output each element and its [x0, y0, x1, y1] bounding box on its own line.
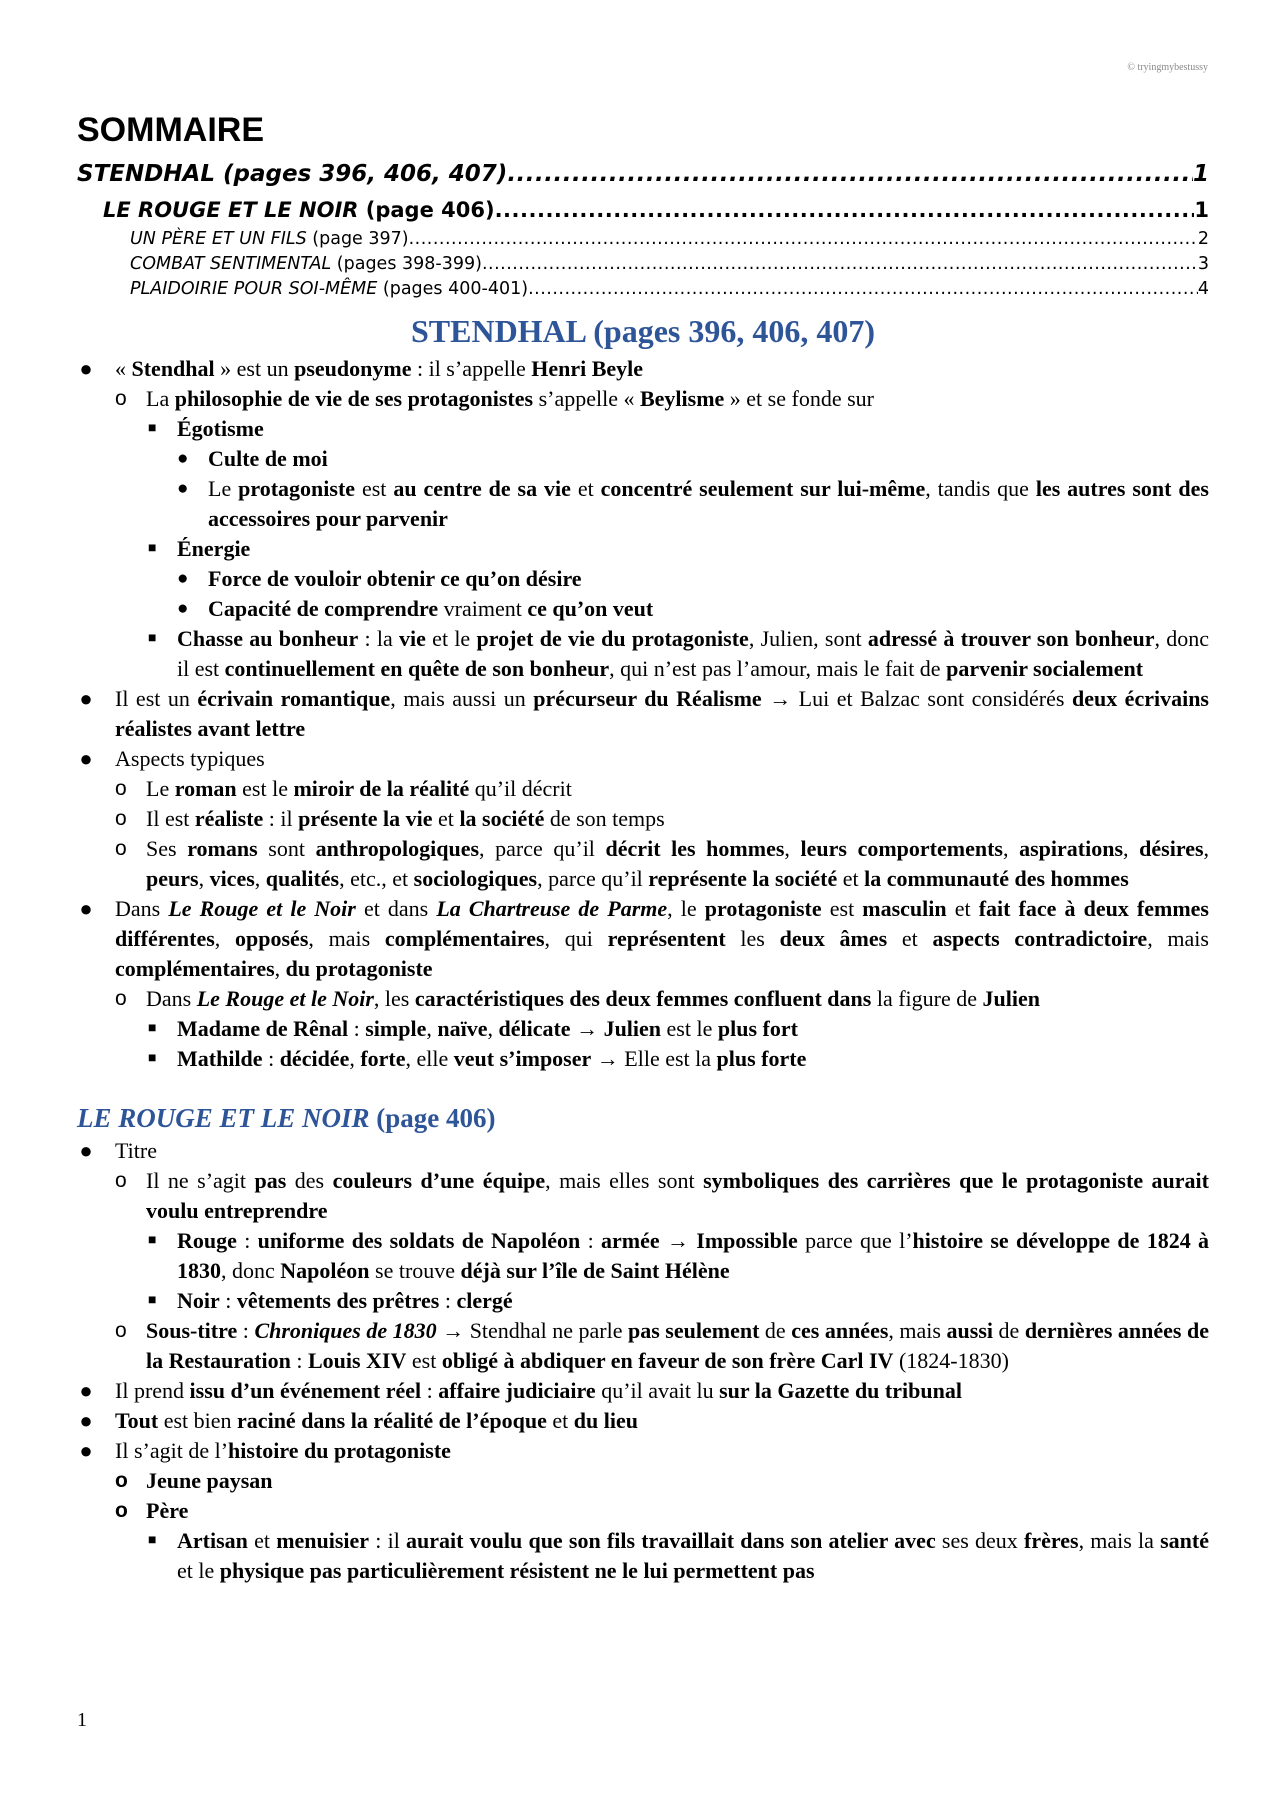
text-run: qualités: [265, 866, 340, 891]
text-run: Il ne s’agit: [146, 1168, 255, 1193]
text-run: → Stendhal ne parle: [436, 1318, 628, 1343]
text-run: :: [236, 1228, 258, 1253]
text-run: vraiment: [438, 596, 528, 621]
text-run: Il est un: [115, 686, 198, 711]
text-run: présente la vie: [298, 806, 433, 831]
text-run: écrivain romantique: [197, 686, 391, 711]
text-run: Sous-titre: [146, 1318, 238, 1343]
text-run: aussi: [946, 1318, 993, 1343]
text-run: Il est: [146, 806, 195, 831]
bullet-marker: o: [115, 1469, 128, 1492]
table-of-contents: [77, 108, 1209, 302]
list-item: [115, 984, 1209, 1074]
text-run: →: [659, 1228, 697, 1253]
list-item: [146, 1044, 1209, 1074]
text-run: » et se fonde sur: [724, 386, 874, 411]
text-run: frères: [1024, 1528, 1079, 1553]
text-run: ,: [254, 866, 266, 891]
text-run: vices: [209, 866, 255, 891]
list-item: [77, 1136, 1209, 1376]
list-item: [77, 1406, 1209, 1436]
text-run: ,: [214, 926, 236, 951]
text-run: Tout: [115, 1408, 159, 1433]
text-run: , mais elles sont: [545, 1168, 704, 1193]
list-item: [177, 564, 1209, 594]
text-run: délicate: [498, 1016, 571, 1041]
text-run: Il s’agit de l’: [115, 1438, 229, 1463]
text-run: précurseur du Réalisme: [533, 686, 762, 711]
text-run: masculin: [862, 896, 947, 921]
text-run: concentré seulement sur lui-même: [600, 476, 926, 501]
text-run: décidée: [279, 1046, 350, 1071]
list-item: [146, 414, 1209, 534]
text-run: des: [286, 1168, 333, 1193]
text-run: et: [570, 476, 601, 501]
text-run: est: [821, 896, 863, 921]
text-run: , tandis que: [925, 476, 1036, 501]
text-run: déjà sur l’île de Saint Hélène: [460, 1258, 730, 1283]
text-run: Dans: [146, 986, 197, 1011]
bullet-marker: ■: [148, 421, 157, 436]
list-item: [146, 1526, 1209, 1586]
text-run: et dans: [355, 896, 437, 921]
toc-dot-leader: [507, 156, 1193, 193]
bullet-marker: o: [115, 807, 127, 830]
text-run: aspects contradictoire: [932, 926, 1148, 951]
text-run: Henri Beyle: [531, 356, 644, 381]
text-run: se trouve: [369, 1258, 461, 1283]
list-item: [115, 804, 1209, 834]
text-run: menuisier: [276, 1528, 370, 1553]
text-run: Julien: [982, 986, 1040, 1011]
text-run: santé: [1160, 1528, 1209, 1553]
text-run: protagoniste: [238, 476, 356, 501]
text-run: et le: [177, 1558, 220, 1583]
list-item: [177, 594, 1209, 624]
text-run: :: [237, 1318, 255, 1343]
text-run: Stendhal: [131, 356, 215, 381]
text-run: , etc., et: [339, 866, 414, 891]
bullet-marker: ●: [177, 448, 189, 469]
text-run: raciné dans la réalité de l’époque: [237, 1408, 547, 1433]
bullet-marker: ●: [79, 686, 93, 711]
bullet-marker: ●: [79, 1138, 93, 1163]
text-run: ,: [274, 956, 286, 981]
text-run: plus forte: [716, 1046, 807, 1071]
text-run: ses deux: [935, 1528, 1024, 1553]
text-run: est: [355, 476, 394, 501]
text-run: , parce qu’il: [479, 836, 606, 861]
text-run: :: [421, 1378, 439, 1403]
text-run: de: [993, 1318, 1025, 1343]
text-run: , le: [667, 896, 705, 921]
toc-entry-combat[interactable]: [77, 252, 1209, 277]
text-run: opposés: [235, 926, 309, 951]
text-run: , elle: [405, 1046, 454, 1071]
text-run: ,: [1203, 836, 1210, 861]
toc-entry-page: 4: [1197, 279, 1209, 299]
text-run: » est un: [214, 356, 295, 381]
text-run: Égotisme: [177, 416, 264, 441]
text-run: , donc: [221, 1258, 281, 1283]
text-run: parce que l’: [797, 1228, 913, 1253]
text-run: Beylisme: [639, 386, 725, 411]
list-item: [177, 474, 1209, 534]
text-run: ,: [784, 836, 801, 861]
text-run: dernières années de la Restauration: [146, 1318, 1209, 1373]
list-item: [115, 1166, 1209, 1316]
toc-entry-title: PLAIDOIRIE POUR SOI-MÊME (pages 400-401): [130, 279, 529, 299]
toc-entry-page: 2: [1197, 229, 1209, 249]
text-run: ,: [349, 1046, 361, 1071]
bullet-marker: o: [115, 1319, 127, 1342]
text-run: , mais: [308, 926, 385, 951]
bullet-marker: ■: [148, 631, 157, 646]
text-run: s’appelle «: [533, 386, 640, 411]
toc-dot-leader: [482, 252, 1198, 277]
text-run: :: [290, 1348, 308, 1373]
text-run: Culte de moi: [208, 446, 328, 471]
text-run: les autres sont des accessoires pour parvenir: [208, 476, 1209, 531]
list-item: [115, 834, 1209, 894]
text-run: clergé: [456, 1288, 513, 1313]
text-run: représentent: [607, 926, 726, 951]
text-run: complémentaires: [384, 926, 545, 951]
text-run: Chroniques de 1830: [254, 1318, 437, 1343]
text-run: Rouge: [177, 1228, 237, 1253]
text-run: ,: [426, 1016, 438, 1041]
text-run: ,: [487, 1016, 499, 1041]
text-run: sont: [257, 836, 316, 861]
text-run: pas: [254, 1168, 287, 1193]
list-item: [115, 1466, 1209, 1496]
bullet-marker: ●: [177, 598, 189, 619]
text-run: :: [219, 1288, 237, 1313]
list-item: [77, 744, 1209, 894]
text-run: La: [146, 386, 175, 411]
text-run: philosophie de vie de ses protagonistes: [174, 386, 534, 411]
list-item: [115, 1316, 1209, 1376]
list-item: [177, 444, 1209, 474]
text-run: complémentaires: [115, 956, 275, 981]
toc-entry-page: 1: [1194, 198, 1209, 222]
text-run: , mais: [888, 1318, 947, 1343]
text-run: veut s’imposer: [453, 1046, 592, 1071]
text-run: , qui: [544, 926, 608, 951]
list-item: [77, 894, 1209, 1074]
text-run: Père: [146, 1498, 189, 1523]
toc-title: SOMMAIRE: [77, 111, 264, 149]
list-item: [77, 1436, 1209, 1586]
text-run: peurs: [146, 866, 199, 891]
text-run: : il: [263, 806, 299, 831]
text-run: Impossible: [696, 1228, 798, 1253]
bullet-marker: ■: [148, 1021, 157, 1036]
list-item: [146, 1226, 1209, 1286]
text-run: réaliste: [194, 806, 264, 831]
toc-entry-pere-fils[interactable]: [77, 227, 1209, 252]
text-run: est bien: [158, 1408, 238, 1433]
text-run: Jeune paysan: [146, 1468, 273, 1493]
toc-entry-title: COMBAT SENTIMENTAL (pages 398-399): [130, 254, 482, 274]
text-run: Ses: [146, 836, 188, 861]
page-number: 1: [77, 1709, 87, 1731]
bullet-marker: ●: [79, 1408, 93, 1433]
list-item: [146, 624, 1209, 684]
copyright-notice: © tryingmybestussy: [1127, 62, 1208, 73]
text-run: (1824-1830): [893, 1348, 1009, 1373]
text-run: :: [348, 1016, 366, 1041]
text-run: du protagoniste: [285, 956, 433, 981]
text-run: la société: [459, 806, 545, 831]
text-run: La Chartreuse de Parme: [436, 896, 668, 921]
bullet-marker: ●: [79, 746, 93, 771]
toc-entry-title: LE ROUGE ET LE NOIR (page 406): [103, 198, 495, 222]
text-run: Mathilde: [177, 1046, 263, 1071]
text-run: Chasse au bonheur: [177, 626, 359, 651]
text-run: Noir: [177, 1288, 220, 1313]
bullet-list: [77, 354, 1209, 1074]
text-run: obligé à abdiquer en faveur de son frère Carl IV: [441, 1348, 894, 1373]
text-run: romans: [187, 836, 258, 861]
toc-entry-stendhal[interactable]: [77, 156, 1209, 193]
text-run: vêtements des prêtres: [236, 1288, 440, 1313]
bullet-marker: o: [115, 987, 127, 1010]
text-run: de: [759, 1318, 792, 1343]
list-item: [77, 354, 1209, 684]
text-run: et: [546, 1408, 574, 1433]
text-run: armée: [601, 1228, 660, 1253]
text-run: et: [837, 866, 865, 891]
text-run: naïve: [437, 1016, 488, 1041]
text-run: → Elle est la: [591, 1046, 717, 1071]
bullet-marker: ●: [177, 568, 189, 589]
text-run: :: [262, 1046, 280, 1071]
text-run: Aspects typiques: [115, 746, 265, 771]
text-run: affaire judiciaire: [438, 1378, 596, 1403]
text-run: forte: [360, 1046, 406, 1071]
bullet-marker: ●: [79, 1438, 93, 1463]
toc-dot-leader: [409, 227, 1198, 252]
toc-dot-leader: [528, 277, 1198, 302]
text-run: deux âmes: [779, 926, 888, 951]
toc-entry-plaidoirie[interactable]: [77, 277, 1209, 302]
text-run: uniforme des soldats de Napoléon: [257, 1228, 581, 1253]
text-run: pas seulement: [627, 1318, 760, 1343]
text-run: projet de vie du protagoniste: [476, 626, 749, 651]
text-run: et: [247, 1528, 277, 1553]
text-run: deux écrivains réalistes avant lettre: [115, 686, 1209, 741]
text-run: , mais: [1147, 926, 1209, 951]
section-heading-rouge-noir: LE ROUGE ET LE NOIR (page 406): [77, 1103, 496, 1133]
text-run: →: [570, 1016, 604, 1041]
text-run: plus fort: [717, 1016, 798, 1041]
bullet-marker: ■: [148, 1233, 157, 1248]
bullet-marker: ●: [79, 896, 93, 921]
text-run: miroir de la réalité: [293, 776, 470, 801]
text-run: est le: [236, 776, 294, 801]
text-run: Artisan: [177, 1528, 248, 1553]
text-run: est le: [661, 1016, 718, 1041]
bullet-marker: o: [115, 837, 127, 860]
text-run: physique pas particulièrement résistent ne le lui permettent pas: [219, 1558, 815, 1583]
text-run: leurs comportements: [800, 836, 1003, 861]
text-run: aspirations: [1019, 836, 1124, 861]
bullet-marker: ●: [79, 356, 93, 381]
text-run: les: [725, 926, 780, 951]
text-run: , qui n’est pas l’amour, mais le fait de: [609, 656, 947, 681]
text-run: histoire se développe de 1824 à 1830: [177, 1228, 1210, 1283]
bullet-marker: ■: [148, 541, 157, 556]
toc-entry-page: 1: [1192, 161, 1209, 187]
text-run: roman: [174, 776, 237, 801]
text-run: protagoniste: [704, 896, 822, 921]
list-item: [77, 1376, 1209, 1406]
text-run: caractéristiques des deux femmes confluent dans: [414, 986, 872, 1011]
text-run: , mais la: [1078, 1528, 1161, 1553]
text-run: Le: [146, 776, 175, 801]
toc-entry-rouge-noir[interactable]: [77, 193, 1209, 227]
toc-dot-leader: [495, 193, 1195, 227]
text-run: de son temps: [544, 806, 665, 831]
text-run: Louis XIV: [307, 1348, 407, 1373]
text-run: : la: [358, 626, 400, 651]
list-item: [146, 1286, 1209, 1316]
text-run: issu d’un événement réel: [189, 1378, 422, 1403]
list-item: [115, 1496, 1209, 1586]
text-run: et: [946, 896, 979, 921]
toc-entry-page: 3: [1197, 254, 1209, 274]
text-run: adressé à trouver son bonheur: [867, 626, 1155, 651]
text-run: Napoléon: [280, 1258, 370, 1283]
text-run: Dans: [115, 896, 169, 921]
text-run: Madame de Rênal: [177, 1016, 349, 1041]
list-item: [146, 1014, 1209, 1044]
text-run: : il s’appelle: [411, 356, 532, 381]
text-run: , Julien, sont: [748, 626, 868, 651]
text-run: Force de vouloir obtenir ce qu’on désire: [208, 566, 582, 591]
text-run: fait face à deux femmes différentes: [115, 896, 1209, 951]
text-run: ,: [198, 866, 210, 891]
text-run: continuellement en quête de son bonheur: [224, 656, 610, 681]
text-run: :: [439, 1288, 457, 1313]
bullet-list: [77, 1136, 1209, 1586]
text-run: → Lui et Balzac sont considérés: [761, 686, 1072, 711]
bullet-marker: o: [115, 1169, 127, 1192]
text-run: qu’il avait lu: [595, 1378, 720, 1403]
text-run: Le Rouge et le Noir: [168, 896, 356, 921]
toc-entry-title: UN PÈRE ET UN FILS (page 397): [130, 229, 409, 249]
text-run: couleurs d’une équipe: [332, 1168, 546, 1193]
text-run: décrit les hommes: [605, 836, 785, 861]
text-run: sociologiques: [413, 866, 538, 891]
text-run: «: [115, 356, 132, 381]
text-run: et le: [425, 626, 477, 651]
text-run: ce qu’on veut: [527, 596, 654, 621]
list-item: [115, 774, 1209, 804]
text-run: et: [432, 806, 460, 831]
text-run: histoire du protagoniste: [228, 1438, 451, 1463]
section-heading-stendhal: STENDHAL (pages 396, 406, 407): [410, 313, 876, 349]
list-item: [146, 534, 1209, 624]
text-run: Le Rouge et le Noir: [196, 986, 374, 1011]
bullet-marker: ■: [148, 1293, 157, 1308]
text-run: , parce qu’il: [537, 866, 649, 891]
text-run: pseudonyme: [294, 356, 412, 381]
text-run: , les: [373, 986, 415, 1011]
bullet-marker: o: [115, 1499, 128, 1522]
bullet-marker: ■: [148, 1533, 157, 1548]
text-run: symboliques des carrières que le protagoniste aurait voulu entreprendre: [146, 1168, 1209, 1223]
text-run: désires: [1139, 836, 1204, 861]
list-item: [115, 384, 1209, 684]
bullet-marker: ■: [148, 1051, 157, 1066]
text-run: ,: [1002, 836, 1020, 861]
text-run: ,: [1123, 836, 1140, 861]
text-run: parvenir socialement: [946, 656, 1144, 681]
text-run: au centre de sa vie: [393, 476, 571, 501]
text-run: :: [580, 1228, 602, 1253]
text-run: Énergie: [177, 536, 251, 561]
text-run: Capacité de comprendre: [208, 596, 439, 621]
text-run: , donc il est: [177, 626, 1209, 681]
text-run: : il: [369, 1528, 407, 1553]
text-run: , mais aussi un: [390, 686, 534, 711]
text-run: du lieu: [573, 1408, 638, 1433]
text-run: aurait voulu que son fils travaillait dans son atelier avec: [406, 1528, 936, 1553]
text-run: sur la Gazette du tribunal: [719, 1378, 962, 1403]
text-run: simple: [365, 1016, 427, 1041]
text-run: ces années: [791, 1318, 889, 1343]
bullet-marker: o: [115, 387, 127, 410]
document-body: [77, 310, 1209, 1586]
text-run: Le: [208, 476, 239, 501]
list-item: [77, 684, 1209, 744]
text-run: la communauté des hommes: [864, 866, 1129, 891]
text-run: anthropologiques: [315, 836, 480, 861]
bullet-marker: ●: [177, 478, 189, 499]
text-run: qu’il décrit: [469, 776, 572, 801]
text-run: représente la société: [648, 866, 838, 891]
bullet-marker: ●: [79, 1378, 93, 1403]
text-run: Julien: [603, 1016, 662, 1041]
text-run: la figure de: [871, 986, 983, 1011]
text-run: Titre: [115, 1138, 157, 1163]
text-run: est: [406, 1348, 442, 1373]
toc-entry-title: STENDHAL (pages 396, 406, 407): [77, 161, 508, 187]
text-run: et: [887, 926, 933, 951]
text-run: vie: [399, 626, 426, 651]
text-run: Il prend: [115, 1378, 190, 1403]
bullet-marker: o: [115, 777, 127, 800]
